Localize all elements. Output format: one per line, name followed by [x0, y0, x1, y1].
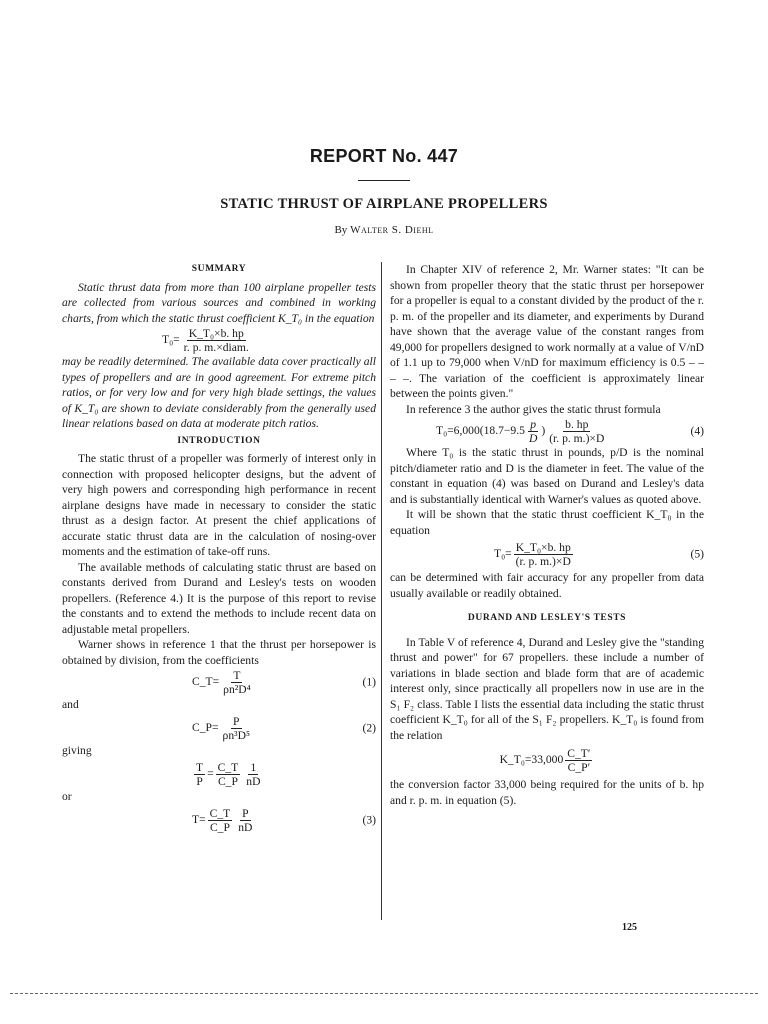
eq-giving-coeff-denominator: C_P	[217, 774, 238, 788]
right-paragraph-3: Where T₀ is the static thrust in pounds, p/D is the nominal pitch/diameter ratio and D is the diameter in feet. The value of the constant in equation (4) was based on Durand and Lesley's data and is substantially identical with Warner's values as quoted above.	[390, 446, 704, 506]
eq3-rhs-fraction	[236, 807, 254, 834]
author-name: Walter S. Diehl	[350, 224, 434, 236]
equation-6	[390, 743, 704, 777]
connector-and: and	[62, 698, 79, 711]
eq5-denominator: (r. p. m.)×D	[515, 554, 571, 568]
eq6-denominator: C_P′	[567, 760, 591, 774]
right-paragraph-4: It will be shown that the static thrust coefficient K_T₀ in the equation	[390, 508, 704, 537]
eq4-close-paren: )	[541, 424, 546, 438]
eq1-fraction	[221, 669, 252, 696]
eq1-numerator: T	[233, 668, 241, 682]
eq6-fraction	[565, 747, 592, 774]
equation-2	[62, 714, 376, 742]
eq3-lhs: T=	[192, 813, 206, 827]
equation-giving	[62, 760, 376, 788]
byline	[0, 224, 768, 236]
report-number-title: REPORT No. 447	[309, 146, 459, 166]
introduction-paragraph-3: Warner shows in reference 1 that the thrust per horsepower is obtained by division, from the coefficients	[62, 638, 376, 667]
scan-bottom-rule	[10, 993, 758, 994]
paper-title: STATIC THRUST OF AIRPLANE PROPELLERS	[220, 196, 548, 212]
eq4-ratio-denominator: D	[528, 431, 538, 445]
left-column	[62, 262, 376, 834]
introduction-paragraph-1: The static thrust of a propeller was formerly of interest only in connection with proposed helicopter designs, but the advent of very high powers and corresponding high performance in recent airplane designs have made in necessary to consider the static thrust as a design factor. At present the chief applications of accurate static thrust data are in the calculation of nosing-over moments and the estimation of take-off runs.	[62, 452, 376, 558]
eq4-ratio-fraction	[527, 418, 539, 445]
eq3-coeff-denominator: C_P	[209, 820, 230, 834]
eq-giving-lhs-fraction	[194, 761, 205, 788]
eq3-rhs-denominator: nD	[238, 820, 253, 834]
eq2-numerator: P	[233, 714, 240, 728]
eq4-numerator: b. hp	[565, 417, 589, 431]
eq5-numerator: K_T₀×b. hp	[515, 540, 571, 554]
eq1-denominator: ρn²D⁴	[223, 682, 251, 696]
eq-summary-denominator: r. p. m.×diam.	[183, 340, 249, 354]
eq-summary-fraction	[182, 327, 251, 354]
introduction-paragraph-2: The available methods of calculating static thrust are based on constants derived from Durand and Lesley's tests on wooden propellers. (Reference 4.) It is the purpose of this report to revise the constants and to extend the methods to include recent data on adjustable metal propellers.	[62, 560, 376, 636]
right-paragraph-1: In Chapter XIV of reference 2, Mr. Warner states: "It can be shown from propeller theory that the static thrust per horsepower for a propeller is equal to a constant divided by the product of the r. p. m. of the propeller and its diameter, and experiments by Durand have shown that the average value of the constant ranges from 49,000 for propellers designed to work normally at a value of V/nD of 1.1 up to 79,000 when V/nD for maximum efficiency is 0.5 – – – –. The variation of the coefficient is approximately linear between the points given."	[390, 263, 704, 400]
eq4-fraction	[547, 418, 606, 445]
title-rule	[358, 180, 410, 181]
eq3-number: (3)	[362, 813, 376, 827]
summary-equation	[62, 326, 376, 354]
eq2-lhs: C_P=	[192, 721, 219, 735]
eq1-lhs: C_T=	[192, 675, 220, 689]
eq-summary-numerator: K_T₀×b. hp	[188, 326, 244, 340]
eq-giving-coeff-numerator: C_T	[217, 760, 239, 774]
summary-paragraph-2: may be readily determined. The available data cover practically all types of propellers and are in good agreement. For extreme pitch ratios, or for very low and for very high blade settings, the values of K_T₀ are shown to deviate considerably from the generally used linear relations based on data at moderate pitch ratios.	[62, 355, 376, 430]
eq-giving-coeff-fraction	[216, 761, 241, 788]
column-divider	[381, 262, 382, 920]
right-paragraph-5: can be determined with fair accuracy for any propeller from data usually available or readily obtained.	[390, 571, 704, 600]
equation-5	[390, 538, 704, 570]
eq2-number: (2)	[362, 721, 376, 735]
eq3-coeff-numerator: C_T	[209, 806, 231, 820]
connector-or: or	[62, 790, 72, 803]
eq5-number: (5)	[690, 547, 704, 561]
eq6-lhs: K_T₀=33,000	[499, 753, 564, 767]
eq4-lhs: T₀=6,000(18.7−9.5	[436, 424, 525, 438]
page-number: 125	[622, 922, 637, 933]
equation-1	[62, 668, 376, 696]
eq-giving-rhs-denominator: nD	[246, 774, 261, 788]
eq5-lhs: T₀=	[494, 547, 512, 561]
eq6-numerator: C_T′	[567, 746, 591, 760]
eq3-coeff-fraction	[208, 807, 233, 834]
equation-4	[390, 417, 704, 445]
eq3-rhs-numerator: P	[242, 806, 249, 820]
eq2-denominator: ρn³D⁵	[222, 728, 251, 742]
right-paragraph-7: the conversion factor 33,000 being required for the units of b. hp and r. p. m. in equation (5).	[390, 778, 704, 807]
eq-giving-lhs-denominator: P	[196, 774, 203, 788]
right-paragraph-6: In Table V of reference 4, Durand and Lesley give the "standing thrust and power" for 67 propellers. these include a number of variations in blade section and blade form that are of academic interest only, since practically all propellers now in use are in the S₁ F₂ class. Table I lists the essential data including the static thrust coefficient K_T₀ for all of the S₁ F₂ propellers. K_T₀ is found from the relation	[390, 635, 704, 742]
summary-heading: SUMMARY	[191, 264, 247, 274]
byline-by: By	[334, 224, 348, 236]
eq-giving-rhs-fraction	[244, 761, 262, 788]
eq4-number: (4)	[690, 424, 704, 438]
eq2-fraction	[221, 715, 252, 742]
eq-summary-lhs: T₀=	[162, 333, 180, 347]
eq-giving-equals: =	[207, 767, 214, 781]
right-column	[390, 262, 704, 808]
equation-3	[62, 806, 376, 834]
connector-giving: giving	[62, 744, 92, 757]
eq-giving-rhs-numerator: 1	[250, 760, 257, 774]
eq5-fraction	[514, 541, 573, 568]
right-paragraph-2: In reference 3 the author gives the static thrust formula	[406, 402, 661, 416]
summary-paragraph-1: Static thrust data from more than 100 airplane propeller tests are collected from various sources and combined in working charts, from which the static thrust coefficient K_T₀ in the equation	[62, 280, 376, 325]
durand-lesley-heading: DURAND AND LESLEY'S TESTS	[467, 613, 627, 623]
eq1-number: (1)	[362, 675, 376, 689]
eq4-denominator: (r. p. m.)×D	[549, 431, 605, 445]
eq4-ratio-numerator: p	[530, 417, 537, 431]
eq-giving-lhs-numerator: T	[196, 760, 204, 774]
introduction-heading: INTRODUCTION	[177, 435, 261, 446]
